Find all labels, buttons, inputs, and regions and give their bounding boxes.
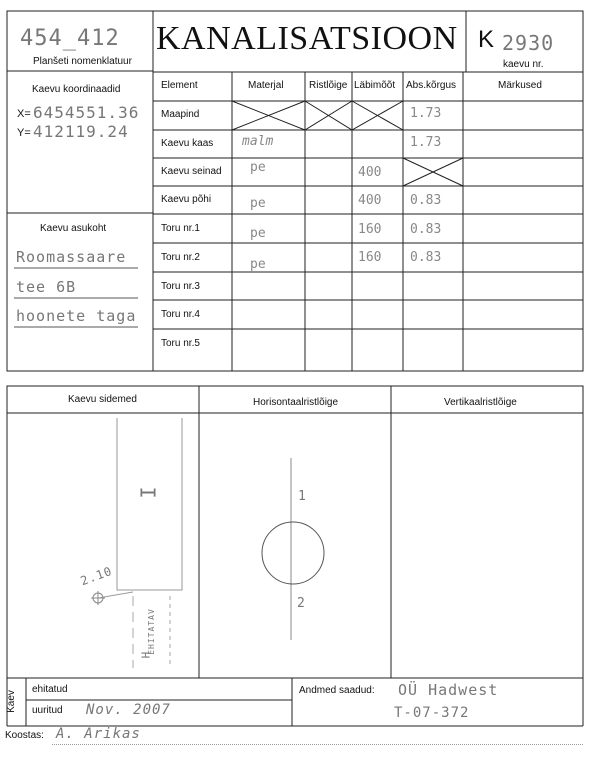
header-markused: Märkused — [498, 80, 542, 91]
footer-author-underline — [52, 744, 583, 745]
footer-uuritud-value: Nov. 2007 — [86, 702, 171, 718]
cell-toru-1-labimoot: 160 — [358, 222, 382, 237]
row-label-toru-3: Toru nr.3 — [161, 281, 200, 292]
header-abs-korgus: Abs.kõrgus — [406, 80, 457, 91]
footer-data-source-label: Andmed saadud: — [299, 685, 375, 696]
section-horizontal-label: Horisontaalristlõige — [253, 397, 339, 408]
sketch-well-elevation: 2.10 — [78, 563, 115, 589]
sketch-building-2-label: H — [139, 650, 153, 659]
row-label-toru-2: Toru nr.2 — [161, 252, 200, 263]
coord-x-value: 6454551.36 — [33, 103, 140, 122]
header-element: Element — [161, 80, 198, 91]
coord-y-prefix: Y= — [17, 127, 31, 139]
header-labimoot: Läbimõõt — [354, 80, 396, 91]
footer-kaev-label: Kaev — [5, 690, 17, 713]
cell-maapind-abs: 1.73 — [410, 106, 442, 121]
section-connections-label: Kaevu sidemed — [68, 394, 137, 405]
row-label-toru-5: Toru nr.5 — [161, 338, 200, 349]
row-label-kaevu-kaas: Kaevu kaas — [161, 138, 214, 149]
row-label-kaevu-seinad: Kaevu seinad — [161, 166, 222, 177]
cell-toru-1-abs: 0.83 — [410, 222, 442, 237]
cell-kaevu-kaas-materjal: malm — [242, 134, 274, 149]
header-ristloige: Ristlõige — [309, 80, 348, 91]
cell-toru-2-materjal: pe — [250, 257, 266, 272]
row-label-toru-1: Toru nr.1 — [161, 223, 200, 234]
sketch-pipe-1-label: 1 — [298, 489, 307, 504]
location-label: Kaevu asukoht — [40, 223, 107, 234]
row-label-maapind: Maapind — [161, 109, 200, 120]
footer-data-source-value-2: T-07-372 — [394, 705, 470, 721]
plan-sheet-handwritten: 454_412 — [20, 26, 120, 51]
footer-ehitatud-label: ehitatud — [32, 684, 68, 695]
cell-toru-1-materjal: pe — [250, 226, 266, 241]
cell-toru-2-abs: 0.83 — [410, 250, 442, 265]
location-line-1: Roomassaare — [16, 248, 127, 266]
well-number-handwritten: 2930 — [502, 31, 555, 55]
coord-x-prefix: X= — [17, 108, 31, 120]
cell-kaevu-pohi-abs: 0.83 — [410, 193, 442, 208]
well-number-prefix: K — [478, 26, 495, 53]
cell-kaevu-seinad-labimoot: 400 — [358, 165, 382, 180]
row-label-kaevu-pohi: Kaevu põhi — [161, 194, 212, 205]
footer-author-label: Koostas: — [5, 730, 44, 741]
footer-author-value: A. Arikas — [56, 726, 141, 742]
coord-y-value: 412119.24 — [33, 122, 129, 141]
header-materjal: Materjal — [248, 80, 284, 91]
location-line-2: tee 6B — [16, 278, 77, 296]
well-number-label: kaevu nr. — [503, 59, 544, 70]
cell-kaevu-pohi-labimoot: 400 — [358, 193, 382, 208]
sketch-pipe-2-label: 2 — [297, 596, 306, 611]
plan-sheet-label: Planšeti nomenklatuur — [33, 56, 132, 67]
cell-kaevu-pohi-materjal: pe — [250, 196, 266, 211]
sketch-building-2-sub: EHITATAV — [146, 608, 156, 655]
sketch-building-mark: I — [135, 486, 160, 500]
form-title: KANALISATSIOON — [156, 20, 458, 57]
row-label-toru-4: Toru nr.4 — [161, 309, 200, 320]
cell-kaevu-kaas-abs: 1.73 — [410, 135, 442, 150]
coordinates-label: Kaevu koordinaadid — [32, 84, 121, 95]
section-vertical-label: Vertikaalristlõige — [444, 397, 517, 408]
footer-uuritud-label: uuritud — [32, 705, 63, 716]
location-line-3: hoonete taga — [16, 307, 137, 325]
cell-kaevu-seinad-materjal: pe — [250, 160, 266, 175]
cell-toru-2-labimoot: 160 — [358, 250, 382, 265]
footer-data-source-value: OÜ Hadwest — [398, 681, 499, 699]
